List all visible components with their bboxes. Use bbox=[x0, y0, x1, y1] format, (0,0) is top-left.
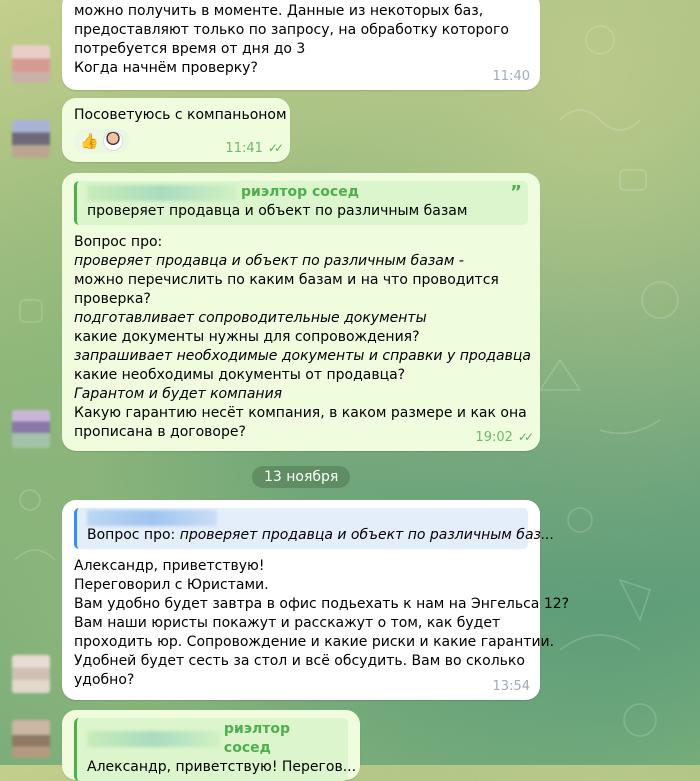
reply-quote[interactable] bbox=[74, 508, 555, 549]
message-text-line: можно перечислить по каким базам и на что проводится bbox=[74, 272, 499, 288]
message-text-line: Когда начнём проверку? bbox=[74, 60, 258, 76]
message-meta bbox=[493, 67, 530, 86]
message-time: 13:54 bbox=[492, 679, 530, 694]
message-meta bbox=[493, 677, 530, 696]
message-text-line: предоставляют только по запросу, на обработку которого bbox=[74, 22, 509, 38]
message-text-line: Вам удобно будет завтра в офис подьехать к нам на Энгельса 12? bbox=[74, 596, 570, 612]
message-text-line: запрашивает необходимые документы и справки у продавца bbox=[74, 348, 531, 364]
quote-author bbox=[87, 720, 336, 758]
read-checkmarks-icon: ✓✓ bbox=[517, 430, 530, 444]
message-time: 11:40 bbox=[492, 69, 530, 84]
thumbs-up-icon: 👍 bbox=[80, 131, 99, 150]
message-text-line: Вопрос про: bbox=[74, 234, 163, 250]
message-bubble[interactable] bbox=[62, 500, 570, 700]
message-text-line: Какую гарантию несёт компания, в каком размере и как она bbox=[74, 405, 527, 421]
message-text-line: потребуется время от дня до 3 bbox=[74, 41, 306, 57]
message-meta bbox=[475, 428, 530, 447]
message-text-line: Александр, приветствую! bbox=[74, 558, 265, 574]
message-text-line: Переговорил с Юристами. bbox=[74, 577, 269, 593]
quote-prefix: Вопрос про: bbox=[87, 527, 180, 543]
message-meta bbox=[225, 139, 280, 158]
quote-mark-icon: ” bbox=[510, 182, 522, 203]
message-reactions[interactable] bbox=[74, 129, 129, 153]
message-bubble[interactable] bbox=[62, 710, 360, 780]
message-bubble[interactable] bbox=[62, 173, 540, 451]
message-text-line: можно получить в моменте. Данные из некоторых баз, bbox=[74, 3, 484, 19]
quote-text bbox=[87, 526, 555, 545]
quote-text: Александр, приветствую! Перегов... bbox=[87, 759, 357, 775]
message-text-line: проверяет продавца и объект по различным базам - bbox=[74, 253, 464, 269]
quote-text: проверяет продавца и объект по различным базам bbox=[87, 203, 468, 219]
message-time: 19:02 bbox=[475, 430, 513, 445]
message-text-line: прописана в договоре? bbox=[74, 424, 246, 440]
message-time: 11:41 bbox=[225, 141, 263, 156]
message-bubble[interactable] bbox=[62, 98, 290, 162]
message-text-line: какие необходимы документы от продавца? bbox=[74, 367, 406, 383]
redacted-name bbox=[87, 731, 220, 747]
quote-italic-text: проверяет продавца и объект по различным баз... bbox=[179, 527, 555, 543]
message-text-line: Гарантом и будет компания bbox=[74, 386, 283, 402]
message-text-line: какие документы нужны для сопровождения? bbox=[74, 329, 420, 345]
sender-avatar[interactable] bbox=[12, 410, 50, 448]
reply-quote[interactable] bbox=[74, 181, 528, 225]
sender-avatar[interactable] bbox=[12, 655, 50, 693]
redacted-name bbox=[87, 185, 237, 201]
message-text-line: проверка? bbox=[74, 291, 151, 307]
quote-author bbox=[87, 510, 502, 526]
sender-avatar[interactable] bbox=[12, 720, 50, 758]
reaction-user-avatar bbox=[103, 131, 123, 151]
message-text-line: проходить юр. Сопровождение и какие риски и какие гарантии. bbox=[74, 634, 555, 650]
reply-quote[interactable] bbox=[74, 718, 357, 781]
quote-author-name: риэлтор сосед bbox=[223, 721, 291, 756]
redacted-name bbox=[87, 510, 217, 526]
message-text-line: подготавливает сопроводительные документы bbox=[74, 310, 427, 326]
date-separator: 13 ноября bbox=[252, 466, 350, 488]
message-text-line: удобно? bbox=[74, 672, 135, 688]
read-checkmarks-icon: ✓✓ bbox=[267, 141, 280, 155]
message-text: Посоветуюсь с компаньоном bbox=[74, 107, 287, 123]
sender-avatar[interactable] bbox=[12, 45, 50, 83]
quote-author-name: риэлтор сосед bbox=[241, 184, 360, 200]
sender-avatar[interactable] bbox=[12, 120, 50, 158]
message-text-line: Вам наши юристы покажут и расскажут о том, как будет bbox=[74, 615, 501, 631]
quote-author bbox=[87, 183, 502, 202]
message-text-line: Удобней будет сесть за стол и всё обсудить. Вам во сколько bbox=[74, 653, 525, 669]
message-bubble[interactable] bbox=[62, 0, 540, 90]
